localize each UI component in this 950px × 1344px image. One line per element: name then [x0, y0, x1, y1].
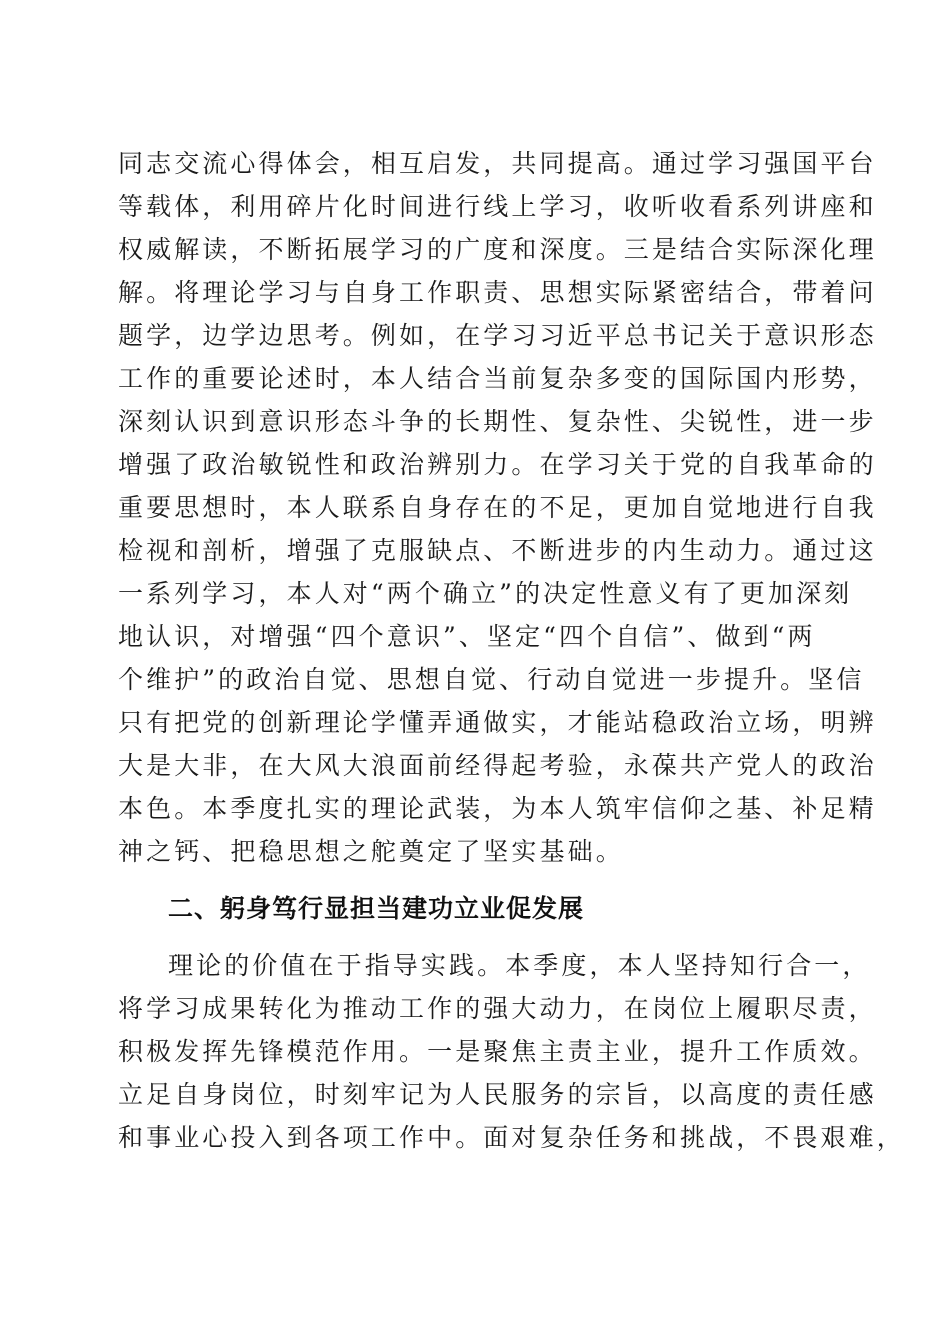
paragraph-line: 同志交流心得体会，相互启发，共同提高。通过学习强国平台	[118, 149, 877, 178]
paragraph-line: 地认识，对增强“四个意识”、坚定“四个自信”、做到“两	[118, 622, 816, 651]
paragraph-line: 等载体，利用碎片化时间进行线上学习，收听收看系列讲座和	[118, 192, 877, 221]
paragraph-line: 立足自身岗位，时刻牢记为人民服务的宗旨，以高度的责任感	[118, 1080, 877, 1109]
paragraph-line: 增强了政治敏锐性和政治辨别力。在学习关于党的自我革命的	[118, 450, 877, 479]
section-heading: 二、躬身笃行显担当建功立业促发展	[168, 894, 585, 923]
paragraph-line: 一系列学习，本人对“两个确立”的决定性意义有了更加深刻	[118, 579, 853, 608]
paragraph-line: 解。将理论学习与自身工作职责、思想实际紧密结合，带着问	[118, 278, 877, 307]
paragraph-line: 神之钙、把稳思想之舵奠定了坚实基础。	[118, 837, 624, 866]
paragraph-line: 只有把党的创新理论学懂弄通做实，才能站稳政治立场，明辨	[118, 708, 877, 737]
paragraph-line: 和事业心投入到各项工作中。面对复杂任务和挑战，不畏艰难，	[118, 1123, 905, 1152]
paragraph-line: 深刻认识到意识形态斗争的长期性、复杂性、尖锐性，进一步	[118, 407, 877, 436]
paragraph-line: 权威解读，不断拓展学习的广度和深度。三是结合实际深化理	[118, 235, 877, 264]
paragraph-line: 个维护”的政治自觉、思想自觉、行动自觉进一步提升。坚信	[118, 665, 865, 694]
paragraph-line: 大是大非，在大风大浪面前经得起考验，永葆共产党人的政治	[118, 751, 877, 780]
paragraph-line: 将学习成果转化为推动工作的强大动力，在岗位上履职尽责，	[118, 994, 877, 1023]
paragraph-line: 检视和剖析，增强了克服缺点、不断进步的内生动力。通过这	[118, 536, 877, 565]
paragraph-line: 理论的价值在于指导实践。本季度，本人坚持知行合一，	[168, 951, 871, 980]
paragraph-line: 工作的重要论述时，本人结合当前复杂多变的国际国内形势，	[118, 364, 877, 393]
paragraph-line: 题学，边学边思考。例如，在学习习近平总书记关于意识形态	[118, 321, 877, 350]
paragraph-line: 本色。本季度扎实的理论武装，为本人筑牢信仰之基、补足精	[118, 794, 877, 823]
paragraph-line: 重要思想时，本人联系自身存在的不足，更加自觉地进行自我	[118, 493, 877, 522]
paragraph-line: 积极发挥先锋模范作用。一是聚焦主责主业，提升工作质效。	[118, 1037, 877, 1066]
